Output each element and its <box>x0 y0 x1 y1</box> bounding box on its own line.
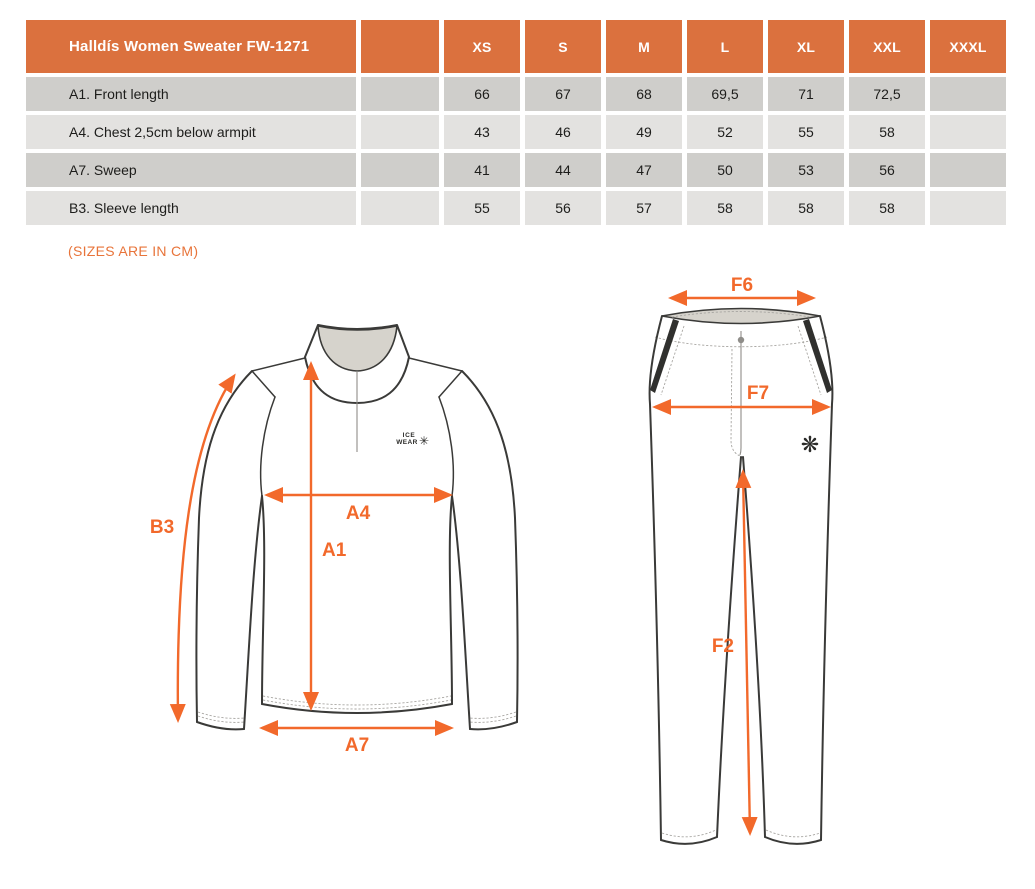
size-table <box>26 20 1006 225</box>
size-header-xl: XL <box>768 20 844 73</box>
table-cell: 52 <box>687 115 763 149</box>
table-cell: 58 <box>687 191 763 225</box>
icewear-logo <box>396 432 429 448</box>
table-cell: 58 <box>768 191 844 225</box>
size-header-xxl: XXL <box>849 20 925 73</box>
table-cell: 43 <box>444 115 520 149</box>
table-cell: 58 <box>849 115 925 149</box>
left-pocket <box>650 319 679 393</box>
row-spacer-cell <box>361 77 439 111</box>
table-cell: 55 <box>768 115 844 149</box>
logo-text-line2: WEAR <box>396 439 418 446</box>
pants-waist-opening <box>662 309 820 324</box>
table-cell <box>930 77 1006 111</box>
row-spacer-cell <box>361 115 439 149</box>
row-spacer-cell <box>361 153 439 187</box>
logo-text-line1: ICE <box>402 432 416 439</box>
size-header-xs: XS <box>444 20 520 73</box>
pants-right-leg <box>820 316 832 840</box>
b3-dimension-arrow <box>178 376 234 720</box>
size-header-m: M <box>606 20 682 73</box>
row-label: A7. Sweep <box>26 153 356 187</box>
f6-dimension-label: F6 <box>730 275 754 296</box>
sweater-left-sleeve <box>196 371 252 722</box>
table-cell: 53 <box>768 153 844 187</box>
row-spacer-cell <box>361 191 439 225</box>
table-cell: 56 <box>849 153 925 187</box>
a4-dimension-label: A4 <box>345 503 371 524</box>
a7-dimension-label: A7 <box>344 735 370 756</box>
table-cell <box>930 115 1006 149</box>
table-cell: 47 <box>606 153 682 187</box>
table-cell: 56 <box>525 191 601 225</box>
table-cell: 55 <box>444 191 520 225</box>
pants-diagram <box>625 268 865 870</box>
sizes-in-cm-note: (SIZES ARE IN CM) <box>68 243 199 259</box>
table-cell: 69,5 <box>687 77 763 111</box>
table-cell: 49 <box>606 115 682 149</box>
table-cell: 44 <box>525 153 601 187</box>
table-cell: 66 <box>444 77 520 111</box>
table-cell: 41 <box>444 153 520 187</box>
table-cell: 67 <box>525 77 601 111</box>
table-cell <box>930 153 1006 187</box>
sweater-hem <box>262 704 452 713</box>
table-cell: 71 <box>768 77 844 111</box>
size-header-l: L <box>687 20 763 73</box>
waist-button <box>738 337 744 343</box>
pants-left-leg <box>650 316 662 840</box>
table-cell: 72,5 <box>849 77 925 111</box>
row-label: A4. Chest 2,5cm below armpit <box>26 115 356 149</box>
table-cell: 50 <box>687 153 763 187</box>
f2-dimension-label: F2 <box>711 636 734 657</box>
row-label: B3. Sleeve length <box>26 191 356 225</box>
table-title: Halldís Women Sweater FW-1271 <box>26 20 356 73</box>
sweater-dimension-arrows <box>150 364 451 756</box>
table-cell: 57 <box>606 191 682 225</box>
header-spacer-cell <box>361 20 439 73</box>
logo-gear-icon: ✳ <box>418 434 430 448</box>
table-cell: 58 <box>849 191 925 225</box>
sweater-right-sleeve <box>462 371 518 722</box>
table-cell: 46 <box>525 115 601 149</box>
size-header-xxxl: XXXL <box>930 20 1006 73</box>
snowflake-logo-icon: ❋ <box>800 432 820 457</box>
pants-outline <box>650 309 833 844</box>
sweater-diagram <box>130 280 570 780</box>
right-pocket <box>803 319 832 393</box>
table-cell <box>930 191 1006 225</box>
b3-dimension-label: B3 <box>149 517 175 538</box>
row-label: A1. Front length <box>26 77 356 111</box>
f7-dimension-label: F7 <box>746 383 770 404</box>
size-header-s: S <box>525 20 601 73</box>
sweater-outline <box>196 325 517 729</box>
pants-fly-seam <box>740 331 741 455</box>
a1-dimension-label: A1 <box>322 540 347 561</box>
table-cell: 68 <box>606 77 682 111</box>
